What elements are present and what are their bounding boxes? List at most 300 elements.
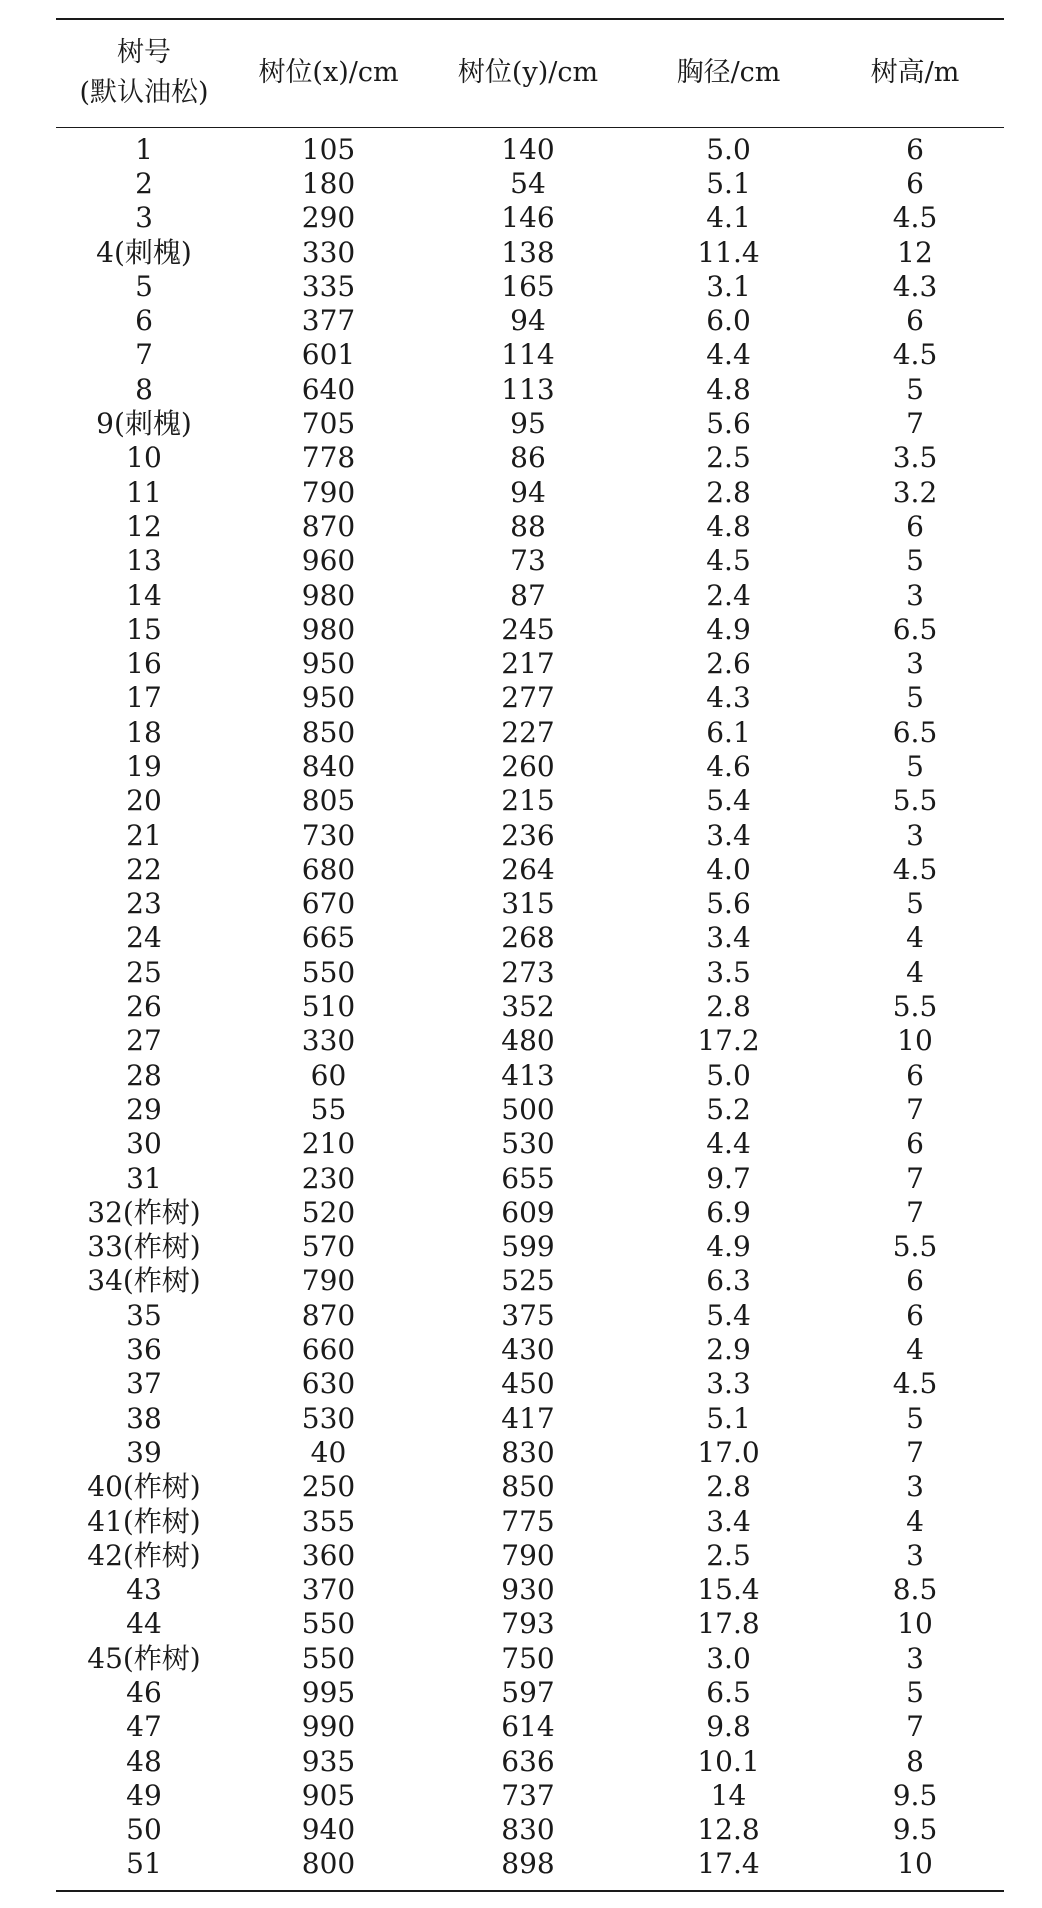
table-row bbox=[56, 407, 1004, 441]
cell-tree-no: 33(柞树) bbox=[87, 1230, 201, 1264]
cell-tree-no: 50 bbox=[126, 1813, 162, 1847]
table-row bbox=[56, 1504, 1004, 1538]
cell-y: 850 bbox=[501, 1470, 555, 1504]
table-row bbox=[56, 1744, 1004, 1778]
cell-x: 995 bbox=[301, 1676, 356, 1709]
cell-x: 510 bbox=[301, 990, 356, 1024]
cell-dbh: 5.1 bbox=[706, 166, 751, 200]
cell-y: 87 bbox=[510, 578, 546, 612]
cell-height: 6 bbox=[906, 1298, 924, 1332]
cell-tree-no: 27 bbox=[126, 1024, 162, 1058]
cell-x: 790 bbox=[301, 1264, 356, 1298]
table-row bbox=[56, 338, 1004, 372]
cell-height: 3 bbox=[906, 1641, 924, 1675]
cell-height: 8.5 bbox=[892, 1573, 938, 1607]
cell-x: 730 bbox=[301, 818, 356, 852]
cell-y: 138 bbox=[501, 235, 555, 269]
cell-dbh: 5.2 bbox=[706, 1092, 751, 1126]
cell-x: 660 bbox=[301, 1333, 356, 1367]
cell-dbh: 6.5 bbox=[706, 1676, 751, 1709]
cell-tree-no: 41(柞树) bbox=[87, 1504, 201, 1538]
cell-height: 3 bbox=[906, 1538, 924, 1572]
cell-tree-no: 31 bbox=[126, 1161, 162, 1195]
table-row bbox=[56, 1264, 1004, 1298]
cell-height: 7 bbox=[906, 1710, 924, 1744]
table-row bbox=[56, 853, 1004, 887]
cell-tree-no: 40(柞树) bbox=[87, 1470, 201, 1504]
table-row bbox=[56, 1401, 1004, 1435]
cell-height: 7 bbox=[906, 1435, 924, 1469]
table-row bbox=[56, 1813, 1004, 1847]
table-row bbox=[56, 1093, 1004, 1127]
table-row bbox=[56, 1676, 1004, 1710]
table-row bbox=[56, 887, 1004, 921]
cell-tree-no: 30 bbox=[126, 1127, 162, 1161]
cell-height: 5 bbox=[906, 887, 924, 921]
cell-height: 7 bbox=[906, 1161, 924, 1195]
table-row bbox=[56, 990, 1004, 1024]
cell-y: 88 bbox=[510, 509, 546, 543]
cell-height: 3.5 bbox=[892, 441, 938, 475]
cell-height: 3 bbox=[906, 1470, 924, 1504]
cell-tree-no: 12 bbox=[126, 509, 162, 543]
cell-dbh: 5.0 bbox=[706, 132, 751, 166]
cell-x: 210 bbox=[301, 1127, 356, 1161]
cell-x: 360 bbox=[301, 1538, 356, 1572]
cell-x: 680 bbox=[301, 852, 356, 886]
cell-x: 990 bbox=[301, 1710, 356, 1744]
cell-dbh: 3.5 bbox=[706, 955, 751, 989]
table-header bbox=[56, 19, 1004, 127]
cell-x: 950 bbox=[301, 647, 356, 681]
cell-height: 9.5 bbox=[892, 1778, 938, 1812]
cell-x: 520 bbox=[301, 1195, 356, 1229]
header-tree-no bbox=[56, 19, 232, 127]
cell-dbh: 14 bbox=[710, 1778, 747, 1812]
cell-tree-no: 9(刺槐) bbox=[96, 407, 192, 441]
cell-tree-no: 47 bbox=[126, 1710, 162, 1744]
table-row bbox=[56, 1607, 1004, 1641]
cell-dbh: 4.8 bbox=[706, 509, 751, 543]
cell-y: 315 bbox=[501, 887, 555, 921]
cell-tree-no: 11 bbox=[126, 475, 162, 509]
cell-dbh: 4.6 bbox=[706, 749, 751, 783]
cell-tree-no: 7 bbox=[135, 338, 153, 372]
cell-height: 3 bbox=[906, 647, 924, 681]
cell-x: 40 bbox=[310, 1435, 347, 1469]
cell-x: 905 bbox=[301, 1778, 356, 1812]
cell-y: 737 bbox=[501, 1778, 555, 1812]
cell-dbh: 4.5 bbox=[706, 544, 751, 578]
cell-y: 830 bbox=[501, 1813, 555, 1847]
cell-x: 640 bbox=[301, 372, 356, 406]
table-row bbox=[56, 1367, 1004, 1401]
cell-x: 665 bbox=[301, 921, 356, 955]
cell-height: 6 bbox=[906, 1127, 924, 1161]
cell-height: 8 bbox=[906, 1744, 924, 1778]
cell-y: 480 bbox=[501, 1024, 555, 1058]
cell-height: 5.5 bbox=[892, 990, 938, 1024]
cell-y: 417 bbox=[501, 1401, 555, 1435]
table-row bbox=[56, 1059, 1004, 1093]
cell-dbh: 10.1 bbox=[697, 1744, 760, 1778]
table-row bbox=[56, 1470, 1004, 1504]
table-row bbox=[56, 441, 1004, 475]
cell-height: 3.2 bbox=[892, 475, 938, 509]
table-row bbox=[56, 681, 1004, 715]
cell-height: 12 bbox=[897, 235, 933, 269]
cell-x: 377 bbox=[301, 304, 356, 338]
cell-x: 330 bbox=[301, 1024, 356, 1058]
cell-tree-no: 44 bbox=[126, 1607, 162, 1641]
cell-dbh: 17.4 bbox=[631, 1847, 826, 1890]
cell-tree-no: 17 bbox=[126, 681, 162, 715]
cell-y: 898 bbox=[425, 1847, 631, 1890]
cell-height: 6.5 bbox=[892, 612, 938, 646]
cell-y: 245 bbox=[501, 612, 555, 646]
cell-height: 6 bbox=[906, 132, 924, 166]
cell-dbh: 2.9 bbox=[706, 1333, 751, 1367]
cell-tree-no: 21 bbox=[126, 818, 162, 852]
table-row bbox=[56, 578, 1004, 612]
cell-x: 980 bbox=[301, 578, 356, 612]
cell-tree-no: 49 bbox=[126, 1778, 162, 1812]
table-row bbox=[56, 1436, 1004, 1470]
cell-height: 3 bbox=[906, 818, 924, 852]
table-row bbox=[56, 544, 1004, 578]
cell-y: 264 bbox=[501, 852, 555, 886]
cell-height: 7 bbox=[906, 407, 924, 441]
cell-tree-no: 18 bbox=[126, 715, 162, 749]
cell-tree-no: 48 bbox=[126, 1744, 162, 1778]
cell-dbh: 2.5 bbox=[706, 1538, 751, 1572]
cell-tree-no: 16 bbox=[126, 647, 162, 681]
cell-dbh: 5.4 bbox=[706, 784, 751, 818]
cell-y: 930 bbox=[501, 1573, 555, 1607]
cell-tree-no: 4(刺槐) bbox=[96, 235, 192, 269]
table-row bbox=[56, 201, 1004, 235]
cell-height: 5 bbox=[906, 1676, 924, 1709]
table-row bbox=[56, 1539, 1004, 1573]
table-row bbox=[56, 647, 1004, 681]
cell-height: 3 bbox=[906, 578, 924, 612]
cell-tree-no: 36 bbox=[126, 1333, 162, 1367]
cell-x: 800 bbox=[232, 1847, 425, 1890]
cell-height: 10 bbox=[826, 1847, 1004, 1890]
table-row bbox=[56, 1127, 1004, 1161]
table-row bbox=[56, 475, 1004, 509]
cell-x: 230 bbox=[301, 1161, 356, 1195]
cell-x: 335 bbox=[301, 269, 356, 303]
cell-dbh: 2.4 bbox=[706, 578, 751, 612]
cell-dbh: 4.9 bbox=[706, 612, 751, 646]
cell-dbh: 5.6 bbox=[706, 407, 751, 441]
cell-x: 60 bbox=[310, 1058, 347, 1092]
cell-dbh: 6.1 bbox=[706, 715, 751, 749]
cell-y: 500 bbox=[501, 1092, 555, 1126]
cell-y: 165 bbox=[501, 269, 555, 303]
cell-y: 609 bbox=[501, 1195, 555, 1229]
table-row bbox=[56, 235, 1004, 269]
cell-x: 805 bbox=[301, 784, 356, 818]
cell-x: 980 bbox=[301, 612, 356, 646]
cell-x: 330 bbox=[301, 235, 356, 269]
cell-tree-no: 43 bbox=[126, 1573, 162, 1607]
cell-height: 6 bbox=[906, 166, 924, 200]
cell-tree-no: 23 bbox=[126, 887, 162, 921]
cell-tree-no: 14 bbox=[126, 578, 162, 612]
cell-tree-no: 1 bbox=[135, 132, 153, 166]
cell-x: 670 bbox=[301, 887, 356, 921]
cell-y: 94 bbox=[510, 475, 546, 509]
cell-dbh: 6.0 bbox=[706, 304, 751, 338]
cell-dbh: 5.1 bbox=[706, 1401, 751, 1435]
table-row bbox=[56, 1161, 1004, 1195]
cell-y: 95 bbox=[510, 407, 546, 441]
cell-dbh: 12.8 bbox=[697, 1813, 760, 1847]
table-row bbox=[56, 167, 1004, 201]
cell-dbh: 3.0 bbox=[706, 1641, 751, 1675]
header-row bbox=[56, 19, 1004, 127]
cell-y: 86 bbox=[510, 441, 546, 475]
table-row bbox=[56, 1710, 1004, 1744]
cell-height: 5 bbox=[906, 1401, 924, 1435]
cell-tree-no: 6 bbox=[135, 304, 153, 338]
cell-tree-no: 32(柞树) bbox=[87, 1195, 201, 1229]
table-row bbox=[56, 1299, 1004, 1333]
table-row bbox=[56, 1573, 1004, 1607]
cell-x: 935 bbox=[301, 1744, 356, 1778]
cell-y: 750 bbox=[501, 1641, 555, 1675]
cell-height: 6 bbox=[906, 1264, 924, 1298]
cell-y: 73 bbox=[510, 544, 546, 578]
cell-height: 10 bbox=[897, 1607, 933, 1641]
cell-height: 6 bbox=[906, 1058, 924, 1092]
cell-height: 7 bbox=[906, 1195, 924, 1229]
cell-tree-no: 15 bbox=[126, 612, 162, 646]
cell-dbh: 17.0 bbox=[697, 1435, 760, 1469]
cell-y: 525 bbox=[501, 1264, 555, 1298]
table-row bbox=[56, 1642, 1004, 1676]
cell-y: 614 bbox=[501, 1710, 555, 1744]
cell-dbh: 11.4 bbox=[697, 235, 760, 269]
cell-dbh: 3.4 bbox=[706, 818, 751, 852]
cell-y: 268 bbox=[501, 921, 555, 955]
cell-dbh: 4.4 bbox=[706, 338, 751, 372]
cell-dbh: 4.9 bbox=[706, 1230, 751, 1264]
table-row bbox=[56, 1024, 1004, 1058]
table-row bbox=[56, 1196, 1004, 1230]
table-body bbox=[56, 127, 1004, 1891]
table-row bbox=[56, 1779, 1004, 1813]
cell-x: 630 bbox=[301, 1367, 356, 1401]
cell-y: 655 bbox=[501, 1161, 555, 1195]
header-y: 树位(y)/cm bbox=[425, 19, 631, 127]
header-dbh: 胸径/cm bbox=[631, 19, 826, 127]
cell-tree-no: 29 bbox=[126, 1092, 162, 1126]
cell-y: 236 bbox=[501, 818, 555, 852]
cell-height: 4.5 bbox=[892, 852, 938, 886]
cell-dbh: 3.3 bbox=[706, 1367, 751, 1401]
cell-tree-no: 3 bbox=[135, 201, 153, 235]
cell-tree-no: 8 bbox=[135, 372, 153, 406]
cell-tree-no: 13 bbox=[126, 544, 162, 578]
cell-height: 4.3 bbox=[892, 269, 938, 303]
table-row bbox=[56, 304, 1004, 338]
cell-y: 54 bbox=[510, 166, 546, 200]
cell-x: 705 bbox=[301, 407, 356, 441]
cell-y: 430 bbox=[501, 1333, 555, 1367]
cell-x: 601 bbox=[301, 338, 356, 372]
cell-tree-no: 39 bbox=[126, 1435, 162, 1469]
cell-tree-no: 10 bbox=[126, 441, 162, 475]
cell-x: 870 bbox=[301, 1298, 356, 1332]
cell-height: 4 bbox=[906, 1333, 924, 1367]
cell-y: 597 bbox=[501, 1676, 555, 1709]
cell-height: 7 bbox=[906, 1092, 924, 1126]
cell-y: 636 bbox=[501, 1744, 555, 1778]
table-row bbox=[56, 956, 1004, 990]
table-row bbox=[56, 784, 1004, 818]
cell-tree-no: 37 bbox=[126, 1367, 162, 1401]
cell-tree-no: 25 bbox=[126, 955, 162, 989]
cell-dbh: 17.2 bbox=[697, 1024, 760, 1058]
cell-height: 5 bbox=[906, 544, 924, 578]
cell-dbh: 5.0 bbox=[706, 1058, 751, 1092]
cell-dbh: 4.8 bbox=[706, 372, 751, 406]
cell-x: 960 bbox=[301, 544, 356, 578]
cell-dbh: 2.5 bbox=[706, 441, 751, 475]
cell-x: 55 bbox=[310, 1092, 347, 1126]
cell-height: 4 bbox=[906, 955, 924, 989]
cell-height: 9.5 bbox=[892, 1813, 938, 1847]
cell-y: 793 bbox=[501, 1607, 555, 1641]
cell-tree-no: 22 bbox=[126, 852, 162, 886]
cell-tree-no: 20 bbox=[126, 784, 162, 818]
cell-y: 273 bbox=[501, 955, 555, 989]
cell-dbh: 3.1 bbox=[706, 269, 751, 303]
table-row bbox=[56, 818, 1004, 852]
header-x: 树位(x)/cm bbox=[232, 19, 425, 127]
cell-tree-no: 38 bbox=[126, 1401, 162, 1435]
cell-y: 830 bbox=[501, 1435, 555, 1469]
cell-x: 940 bbox=[301, 1813, 356, 1847]
cell-dbh: 9.7 bbox=[706, 1161, 751, 1195]
cell-dbh: 17.8 bbox=[697, 1607, 760, 1641]
cell-y: 215 bbox=[501, 784, 555, 818]
cell-height: 5.5 bbox=[892, 784, 938, 818]
cell-x: 530 bbox=[301, 1401, 356, 1435]
cell-x: 870 bbox=[301, 509, 356, 543]
table-row bbox=[56, 373, 1004, 407]
cell-tree-no: 35 bbox=[126, 1298, 162, 1332]
table-row bbox=[56, 750, 1004, 784]
cell-tree-no: 45(柞树) bbox=[87, 1641, 201, 1675]
cell-y: 450 bbox=[501, 1367, 555, 1401]
cell-y: 94 bbox=[510, 304, 546, 338]
cell-tree-no: 42(柞树) bbox=[87, 1538, 201, 1572]
cell-dbh: 3.4 bbox=[706, 1504, 751, 1538]
cell-tree-no: 24 bbox=[126, 921, 162, 955]
cell-x: 950 bbox=[301, 681, 356, 715]
cell-y: 599 bbox=[501, 1230, 555, 1264]
header-height: 树高/m bbox=[826, 19, 1004, 127]
cell-dbh: 4.3 bbox=[706, 681, 751, 715]
cell-y: 140 bbox=[501, 132, 555, 166]
cell-tree-no: 28 bbox=[126, 1058, 162, 1092]
cell-dbh: 6.9 bbox=[706, 1195, 751, 1229]
cell-x: 840 bbox=[301, 749, 356, 783]
cell-y: 114 bbox=[501, 338, 555, 372]
cell-dbh: 6.3 bbox=[706, 1264, 751, 1298]
cell-x: 778 bbox=[301, 441, 356, 475]
cell-y: 790 bbox=[501, 1538, 555, 1572]
tree-data-table bbox=[56, 18, 1004, 1892]
cell-dbh: 5.4 bbox=[706, 1298, 751, 1332]
cell-height: 4 bbox=[906, 921, 924, 955]
cell-y: 217 bbox=[501, 647, 555, 681]
table-row bbox=[56, 1230, 1004, 1264]
cell-tree-no: 34(柞树) bbox=[87, 1264, 201, 1298]
cell-dbh: 2.6 bbox=[706, 647, 751, 681]
cell-x: 370 bbox=[301, 1573, 356, 1607]
table-row bbox=[56, 270, 1004, 304]
cell-y: 146 bbox=[501, 201, 555, 235]
header-tree-no-line2: (默认油松) bbox=[79, 77, 209, 109]
table-row bbox=[56, 127, 1004, 167]
cell-y: 413 bbox=[501, 1058, 555, 1092]
cell-x: 250 bbox=[301, 1470, 356, 1504]
cell-y: 775 bbox=[501, 1504, 555, 1538]
cell-tree-no: 26 bbox=[126, 990, 162, 1024]
cell-height: 10 bbox=[897, 1024, 933, 1058]
table-row bbox=[56, 510, 1004, 544]
cell-y: 260 bbox=[501, 749, 555, 783]
cell-dbh: 3.4 bbox=[706, 921, 751, 955]
cell-y: 352 bbox=[501, 990, 555, 1024]
cell-y: 227 bbox=[501, 715, 555, 749]
cell-tree-no: 5 bbox=[135, 269, 153, 303]
cell-x: 550 bbox=[301, 1607, 356, 1641]
cell-height: 5 bbox=[906, 372, 924, 406]
cell-dbh: 4.4 bbox=[706, 1127, 751, 1161]
cell-tree-no: 2 bbox=[135, 166, 153, 200]
cell-height: 5 bbox=[906, 749, 924, 783]
cell-dbh: 2.8 bbox=[706, 1470, 751, 1504]
cell-dbh: 4.0 bbox=[706, 852, 751, 886]
cell-y: 277 bbox=[501, 681, 555, 715]
cell-x: 180 bbox=[301, 166, 356, 200]
cell-dbh: 15.4 bbox=[697, 1573, 760, 1607]
cell-height: 6 bbox=[906, 304, 924, 338]
cell-x: 850 bbox=[301, 715, 356, 749]
cell-height: 4.5 bbox=[892, 1367, 938, 1401]
table-row bbox=[56, 716, 1004, 750]
cell-dbh: 9.8 bbox=[706, 1710, 751, 1744]
cell-y: 375 bbox=[501, 1298, 555, 1332]
cell-x: 290 bbox=[301, 201, 356, 235]
cell-dbh: 2.8 bbox=[706, 990, 751, 1024]
cell-height: 4.5 bbox=[892, 338, 938, 372]
cell-x: 550 bbox=[301, 1641, 356, 1675]
cell-x: 790 bbox=[301, 475, 356, 509]
cell-dbh: 2.8 bbox=[706, 475, 751, 509]
cell-height: 4 bbox=[906, 1504, 924, 1538]
cell-dbh: 4.1 bbox=[706, 201, 751, 235]
cell-height: 4.5 bbox=[892, 201, 938, 235]
cell-y: 530 bbox=[501, 1127, 555, 1161]
cell-tree-no: 19 bbox=[126, 749, 162, 783]
